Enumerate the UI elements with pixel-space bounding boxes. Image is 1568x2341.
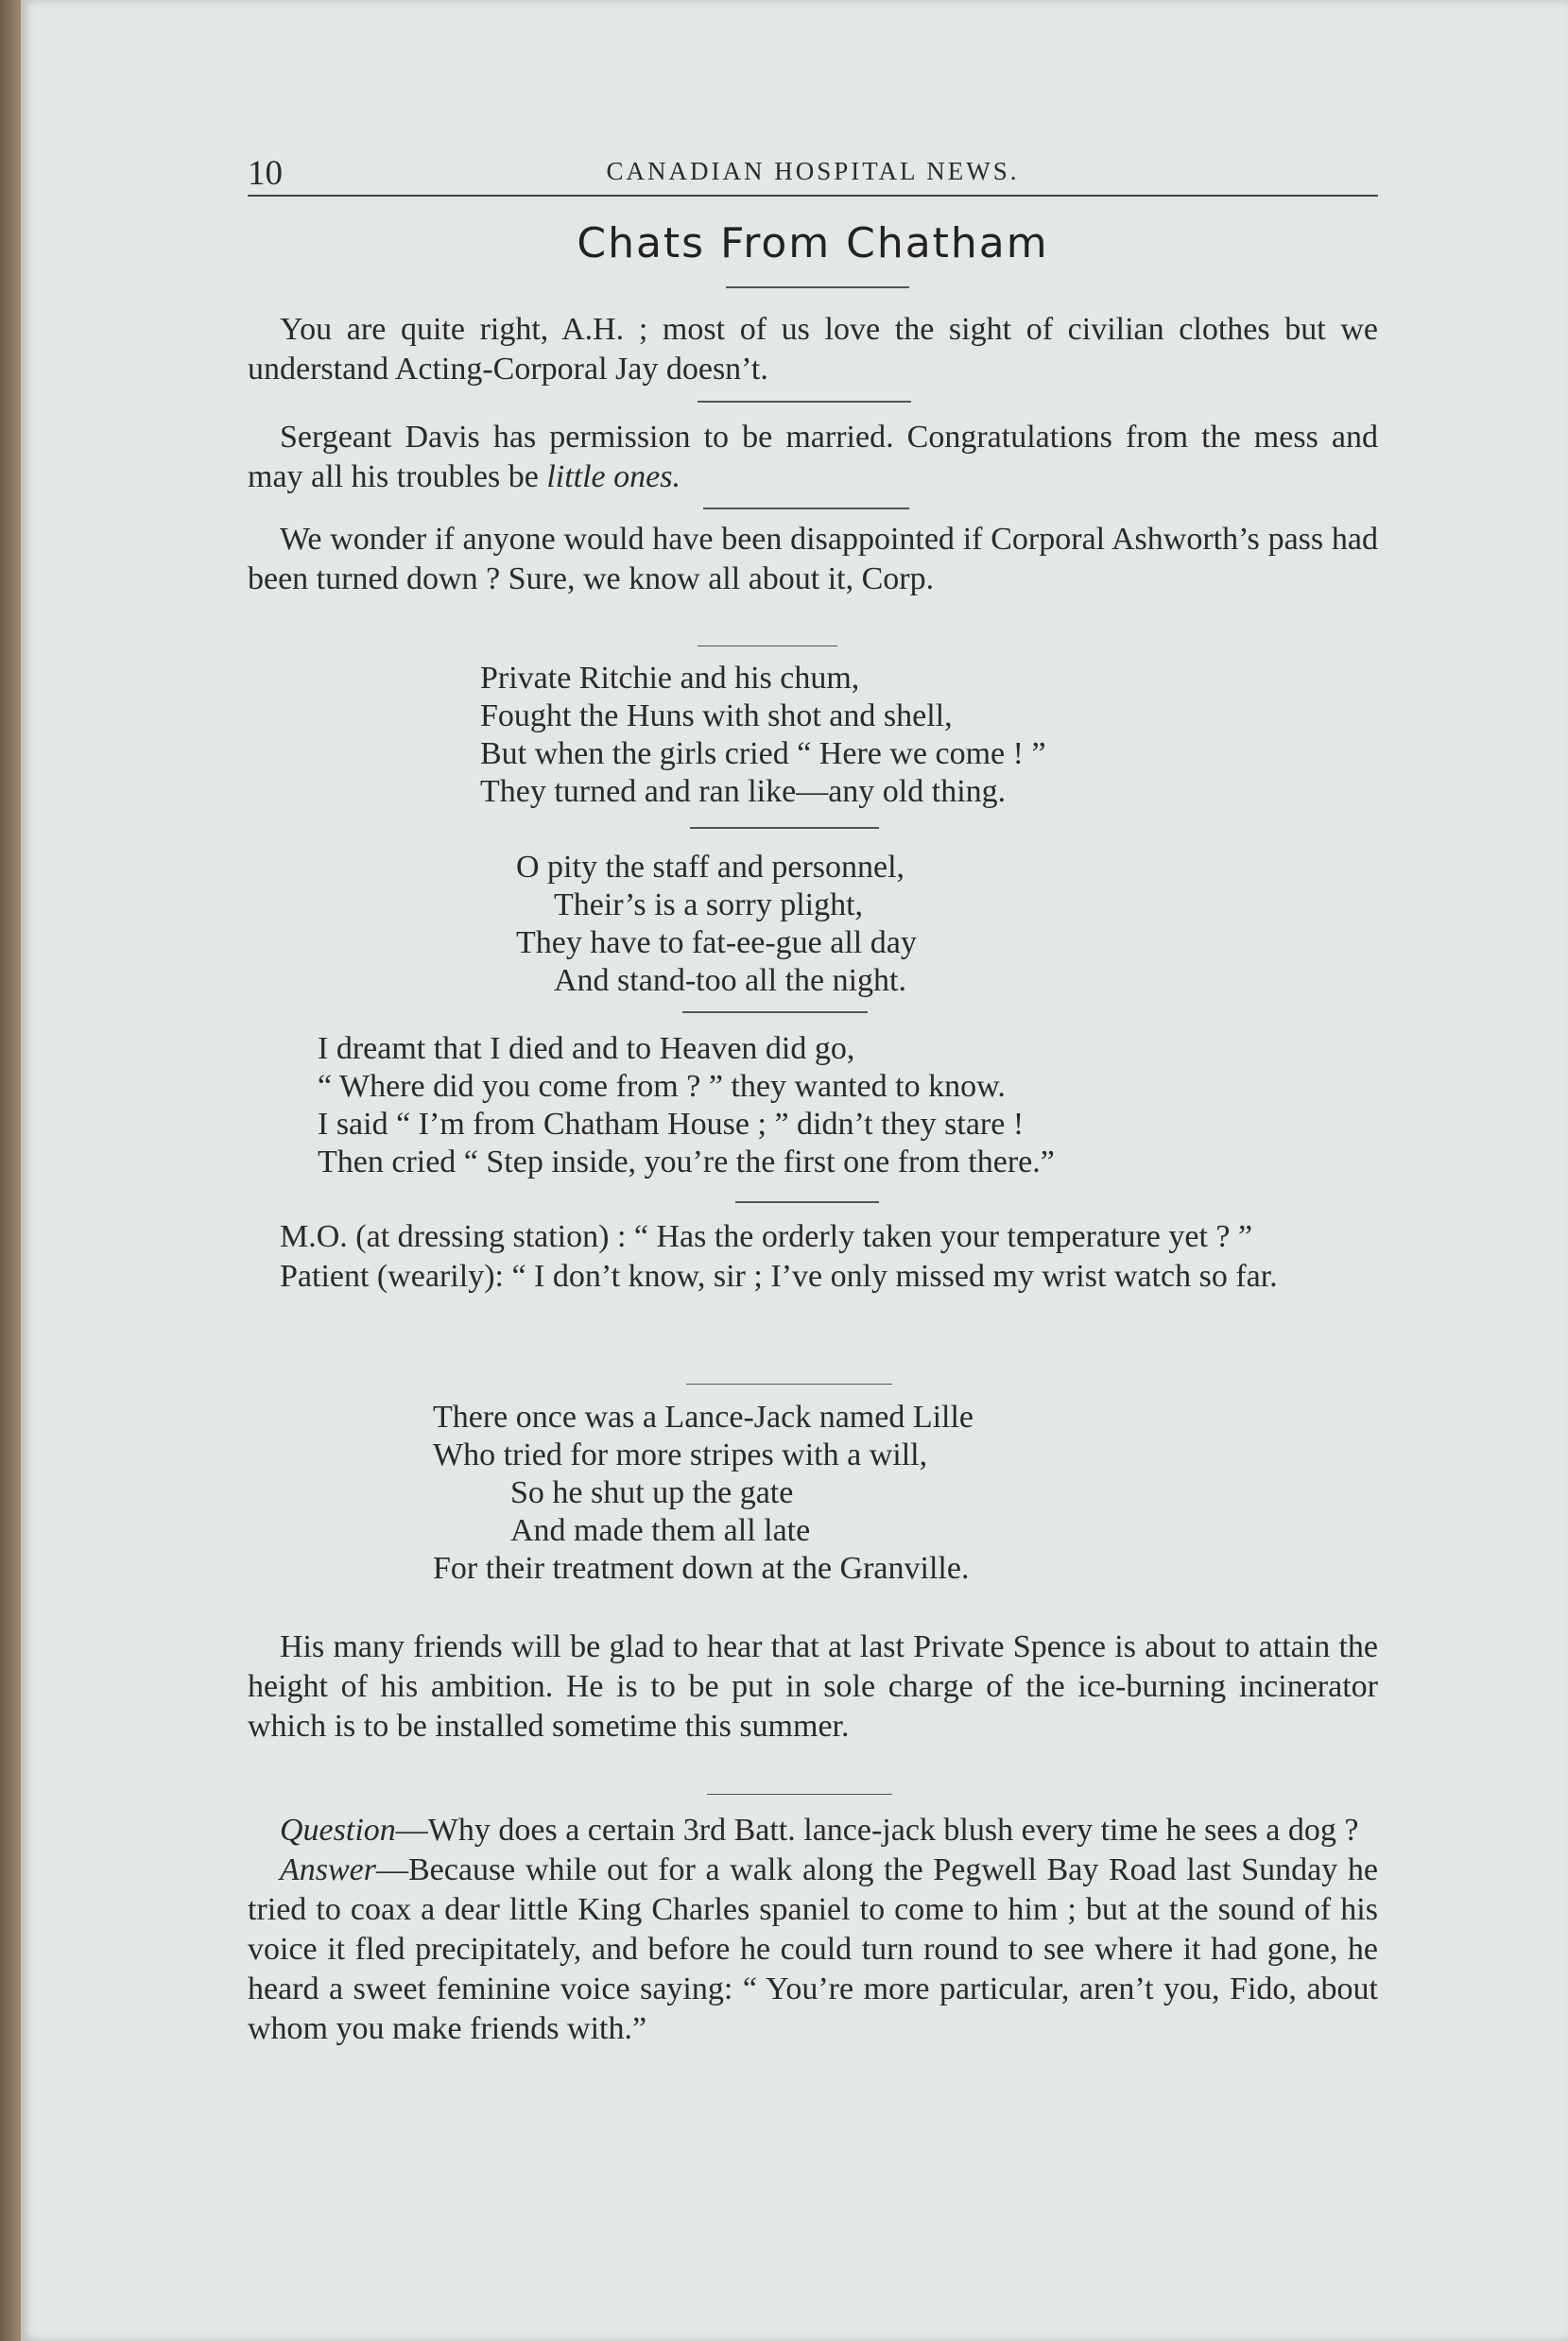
- item-sergeant-davis: [248, 418, 1378, 497]
- item-corporal-ashworth: [248, 520, 1378, 599]
- verse-line: They have to fat-ee-gue all day: [516, 925, 917, 960]
- verse-line: For their treatment down at the Granville.: [433, 1551, 970, 1586]
- page-number: 10: [248, 154, 283, 193]
- verse-line: Who tried for more stripes with a will,: [433, 1437, 928, 1472]
- separator-rule: [698, 645, 837, 646]
- verse-line: They turned and ran like—any old thing.: [480, 774, 1007, 809]
- separator-rule: [690, 827, 879, 829]
- separator-rule: [686, 1384, 892, 1385]
- paragraph: M.O. (at dressing station) : “ Has the orderly taken your temperature yet ? ”: [280, 1219, 1253, 1254]
- paragraph: We wonder if anyone would have been disappointed if Corporal Ashworth’s pass had been turned down ? Sure, we know all about it, Corp.: [248, 522, 1378, 596]
- verse-dreamt-heaven: [318, 1030, 1055, 1181]
- answer-label: Answer: [280, 1852, 376, 1887]
- paragraph: Patient (wearily): “ I don’t know, sir ; I’ve only missed my wrist watch so far.: [280, 1259, 1278, 1294]
- verse-line: Their’s is a sorry plight,: [554, 887, 864, 922]
- article-title: Chats From Chatham: [577, 219, 1049, 267]
- book-spine: [0, 0, 21, 2341]
- item-private-spence: [248, 1627, 1378, 1747]
- verse-line: I dreamt that I died and to Heaven did go,: [318, 1031, 855, 1066]
- running-header: [248, 149, 1378, 197]
- verse-staff-personnel: [516, 849, 917, 1000]
- verse-private-ritchie: [480, 660, 1046, 811]
- verse-line: And made them all late: [510, 1513, 811, 1548]
- question-label: Question: [280, 1813, 396, 1848]
- separator-rule: [698, 401, 911, 403]
- verse-line: And stand-too all the night.: [554, 963, 907, 998]
- verse-line: But when the girls cried “ Here we come ! ”: [480, 736, 1046, 771]
- answer: [248, 1850, 1378, 2049]
- paragraph: You are quite right, A.H. ; most of us love the sight of civilian clothes but we understand Acting-Corporal Jay doesn’t.: [248, 312, 1378, 387]
- item-civilian-clothes: [248, 310, 1378, 389]
- question: [248, 1811, 1378, 1850]
- separator-rule: [703, 508, 909, 509]
- verse-line: Private Ritchie and his chum,: [480, 661, 860, 696]
- question-answer: [248, 1811, 1378, 2049]
- separator-rule: [735, 1201, 879, 1203]
- paragraph-text: Sergeant Davis has permission to be married. Congratulations from the mess and may all his troubles be: [248, 420, 1378, 494]
- question-text: —Why does a certain 3rd Batt. lance-jack blush every time he sees a dog ?: [395, 1813, 1359, 1848]
- title-rule: [726, 286, 909, 288]
- paragraph: His many friends will be glad to hear that at last Private Spence is about to attain the height of his ambition. He is to be put in sole charge of the ice-burning incinerator which is to be installed sometime this summer.: [248, 1629, 1378, 1744]
- answer-text: —Because while out for a walk along the Pegwell Bay Road last Sunday he tried to coax a dear little King Charles spaniel to come to him ; but at the sound of his voice it fled precipitately, and before he could turn round to see where it had gone, he heard a sweet feminine voice saying: “ You’re more particular, aren’t you, Fido, about whom you make friends with.”: [248, 1852, 1378, 2046]
- separator-rule: [707, 1794, 892, 1795]
- dialogue-mo-patient: [248, 1217, 1378, 1297]
- journal-name: CANADIAN HOSPITAL NEWS.: [606, 157, 1020, 185]
- separator-rule: [682, 1011, 868, 1013]
- limerick-lance-jack: [433, 1399, 974, 1588]
- paragraph: [248, 418, 1378, 497]
- verse-line: I said “ I’m from Chatham House ; ” didn’t they stare !: [318, 1107, 1025, 1142]
- verse-line: Then cried “ Step inside, you’re the first one from there.”: [318, 1145, 1055, 1179]
- verse-line: There once was a Lance-Jack named Lille: [433, 1400, 974, 1435]
- verse-line: “ Where did you come from ? ” they wanted to know.: [318, 1069, 1006, 1104]
- italic-phrase: little ones.: [546, 459, 681, 494]
- verse-line: So he shut up the gate: [510, 1475, 794, 1510]
- verse-line: O pity the staff and personnel,: [516, 850, 905, 885]
- verse-line: Fought the Huns with shot and shell,: [480, 698, 953, 733]
